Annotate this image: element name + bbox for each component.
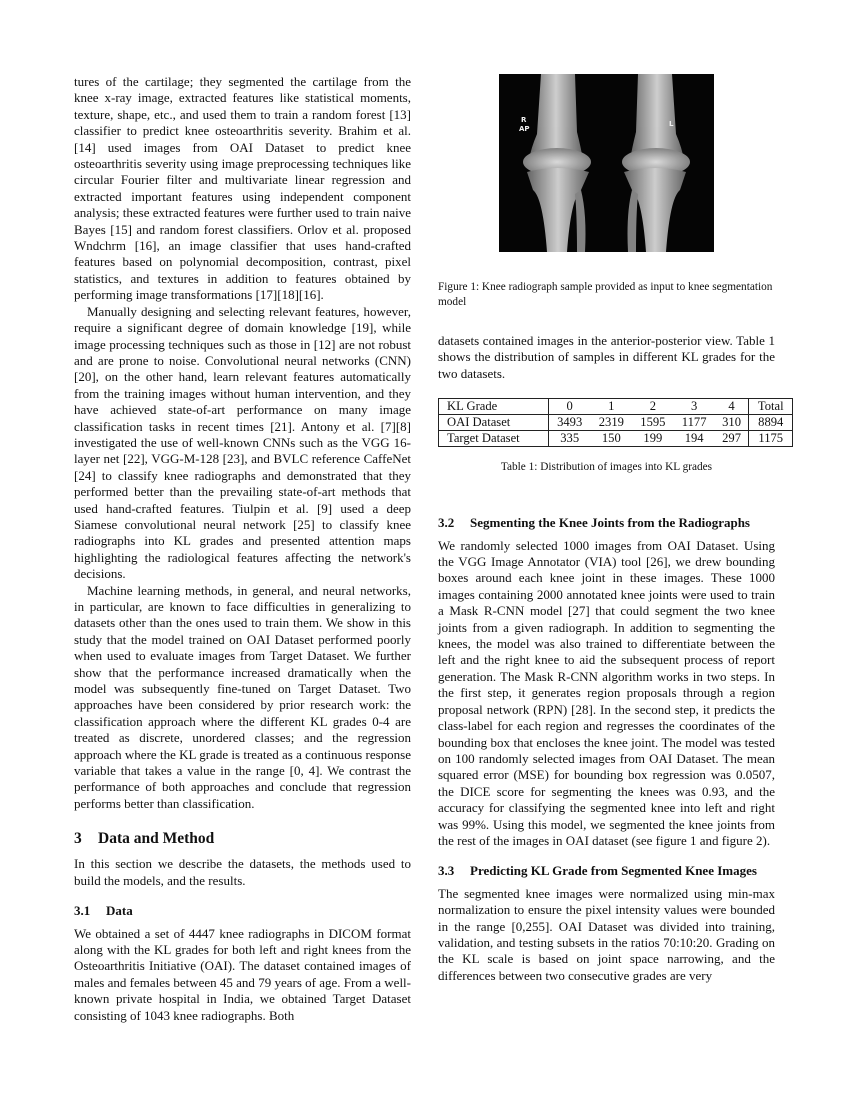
table-cell: 2319 bbox=[591, 415, 633, 431]
subsection-heading bbox=[438, 515, 775, 531]
marker-r: R bbox=[521, 116, 527, 124]
section-number: 3 bbox=[74, 830, 82, 848]
marker-l: L bbox=[669, 120, 674, 128]
table-header-cell: 4 bbox=[715, 399, 749, 415]
subsection-number: 3.3 bbox=[438, 863, 455, 879]
subsection-title: Segmenting the Knee Joints from the Radiographs bbox=[470, 515, 750, 531]
paragraph: tures of the cartilage; they segmented the cartilage from the knee x-ray image, extracted features like statistical moments, texture, shape, etc., and used them to train a random forest [13] classifier to predict knee osteoarthritis severity. Brahim et al. [14] used images from OAI Dataset to predict knee osteoarthritis severity using image preprocessing techniques like circular Fourier filter and multivariate linear regression and extracted important features using independent component analysis; these extracted features were further used to train naive Bayes [15] and random forest classifiers. Orlov et al. proposed Wndchrm [16], an image classifier that uses hand-crafted features based on polynomial decomposition, contrast, pixel statistics, and textures in addition to features obtained by performing image transformations [17][18][16]. bbox=[74, 74, 411, 303]
table-cell: 8894 bbox=[749, 415, 793, 431]
table-header-cell: 2 bbox=[632, 399, 674, 415]
table-cell: 335 bbox=[548, 431, 590, 447]
table-header-row bbox=[439, 399, 793, 415]
table-header-cell: Total bbox=[749, 399, 793, 415]
paragraph: Machine learning methods, in general, and neural networks, in particular, are known to face difficulties in generalizing to datasets other than the ones used to train them. We show in this study that the model trained on OAI Dataset performed poorly when used to evaluate images from Target Dataset. We further show that the performance increased dramatically when the model was subsequently fine-tuned on Target Dataset. Two approaches have been considered by prior research work: the classification approach where the different KL grades 0-4 are treated as discrete, unordered classes; and the regression approach where the KL grade is treated as a continuous response variable that takes a value in the range [0, 4]. We contrast the performance of both approaches and conclude that regression performs better than classification. bbox=[74, 582, 411, 811]
kl-grade-table bbox=[438, 398, 793, 447]
subsection-title: Predicting KL Grade from Segmented Knee Images bbox=[470, 863, 757, 879]
knee-radiograph-image bbox=[499, 74, 714, 252]
paragraph: The segmented knee images were normalized using min-max normalization to ensure the pixel intensity values were bounded in the range [0,255]. OAI Dataset was divided into training, validation, and testing subsets in the ratios 70:10:20. Grading on the KL scale is based on joint space narrowing, and the differences between two consecutive grades are very bbox=[438, 885, 775, 983]
figure-caption: Figure 1: Knee radiograph sample provided as input to knee segmentation model bbox=[438, 281, 773, 308]
paragraph: We obtained a set of 4447 knee radiographs in DICOM format along with the KL grades for both left and right knees from the Osteoarthritis Initiative (OAI). The dataset contained images of males and females between 45 and 79 years of age. From a well-known private hospital in India, we obtained Target Dataset consisting of 1043 knee radiographs. Both bbox=[74, 925, 411, 1023]
left-column bbox=[74, 74, 411, 1024]
table-cell: 1175 bbox=[749, 431, 793, 447]
figure bbox=[438, 74, 775, 309]
table-row bbox=[439, 431, 793, 447]
paragraph: Manually designing and selecting relevant features, however, require a significant degree of domain knowledge [19], while image processing techniques such as those in [12] are not robust and are prone to noise. Convolutional neural networks (CNN) [20], on the other hand, learn relevant features automatically from the training images without human intervention, and they have achieved state-of-art performance on many image classification tasks in recent times [21]. Antony et al. [7][8] investigated the use of well-known CNNs such as the VGG 16-layer net [22], VGG-M-128 [23], and BVLC reference CaffeNet [24] to classify knee radiographs and demonstrated that they performed better than the prevailing state-of-art methods that used hand-crafted features. Tiulpin et al. [9] used a deep Siamese convolutional neural network [25] to classify knee radiographs into KL grades and presented attention maps highlighting the radiological features affecting the network's decisions. bbox=[74, 303, 411, 582]
table-cell: Target Dataset bbox=[439, 431, 549, 447]
table-header-cell: KL Grade bbox=[439, 399, 549, 415]
right-column bbox=[438, 74, 784, 984]
table-caption: Table 1: Distribution of images into KL grades bbox=[500, 461, 713, 474]
marker-ap: AP bbox=[519, 125, 530, 133]
table-cell: 310 bbox=[715, 415, 749, 431]
table-cell: 150 bbox=[591, 431, 633, 447]
table-cell: 194 bbox=[674, 431, 715, 447]
table-cell: 1595 bbox=[632, 415, 674, 431]
paragraph: In this section we describe the datasets, the methods used to build the models, and the results. bbox=[74, 856, 411, 888]
table-header-cell: 0 bbox=[548, 399, 590, 415]
subsection-heading bbox=[438, 863, 775, 879]
paragraph: We randomly selected 1000 images from OAI Dataset. Using the VGG Image Annotator (VIA) tool [26], we drew bounding boxes around each knee joint in these images. These 1000 images containing 2000 annotated knee joints were used to train a Mask R-CNN model [27] that could segment the two knee joints from a given radiograph. In addition to segmenting the knees, the model was also trained to differentiate between the left and the right knee to aid the subsequent process of report generation. The Mask R-CNN algorithm works in two steps. In the first step, it generates region proposals through a region proposal network (RPN) [28]. In the second step, it predicts the class-label for each region and regresses the coordinates of the bounding box that encloses the knee joint. The model was tested on 100 randomly selected images from OAI Dataset. The mean squared error (MSE) for bounding box regression was 0.0507, the DICE score for segmenting the knees was 0.93, and the accuracy for classifying the segmented knee into left and right was 99%. Using this model, we segmented the knee joints from the rest of the images in OAI dataset (see figure 1 and figure 2). bbox=[438, 537, 775, 848]
subsection-title: Data bbox=[106, 903, 133, 919]
table-cell: 1177 bbox=[674, 415, 715, 431]
table-cell: 3493 bbox=[548, 415, 590, 431]
table-cell: 297 bbox=[715, 431, 749, 447]
table-row bbox=[439, 415, 793, 431]
section-title: Data and Method bbox=[98, 830, 215, 848]
subsection-number: 3.2 bbox=[438, 515, 455, 531]
table-cell: OAI Dataset bbox=[439, 415, 549, 431]
table-cell: 199 bbox=[632, 431, 674, 447]
table-header-cell: 1 bbox=[591, 399, 633, 415]
paragraph: datasets contained images in the anterior-posterior view. Table 1 shows the distribution of samples in different KL grades for the two datasets. bbox=[438, 333, 775, 381]
subsection-number: 3.1 bbox=[74, 903, 91, 919]
section-heading bbox=[74, 830, 411, 848]
subsection-heading bbox=[74, 903, 411, 919]
table-header-cell: 3 bbox=[674, 399, 715, 415]
